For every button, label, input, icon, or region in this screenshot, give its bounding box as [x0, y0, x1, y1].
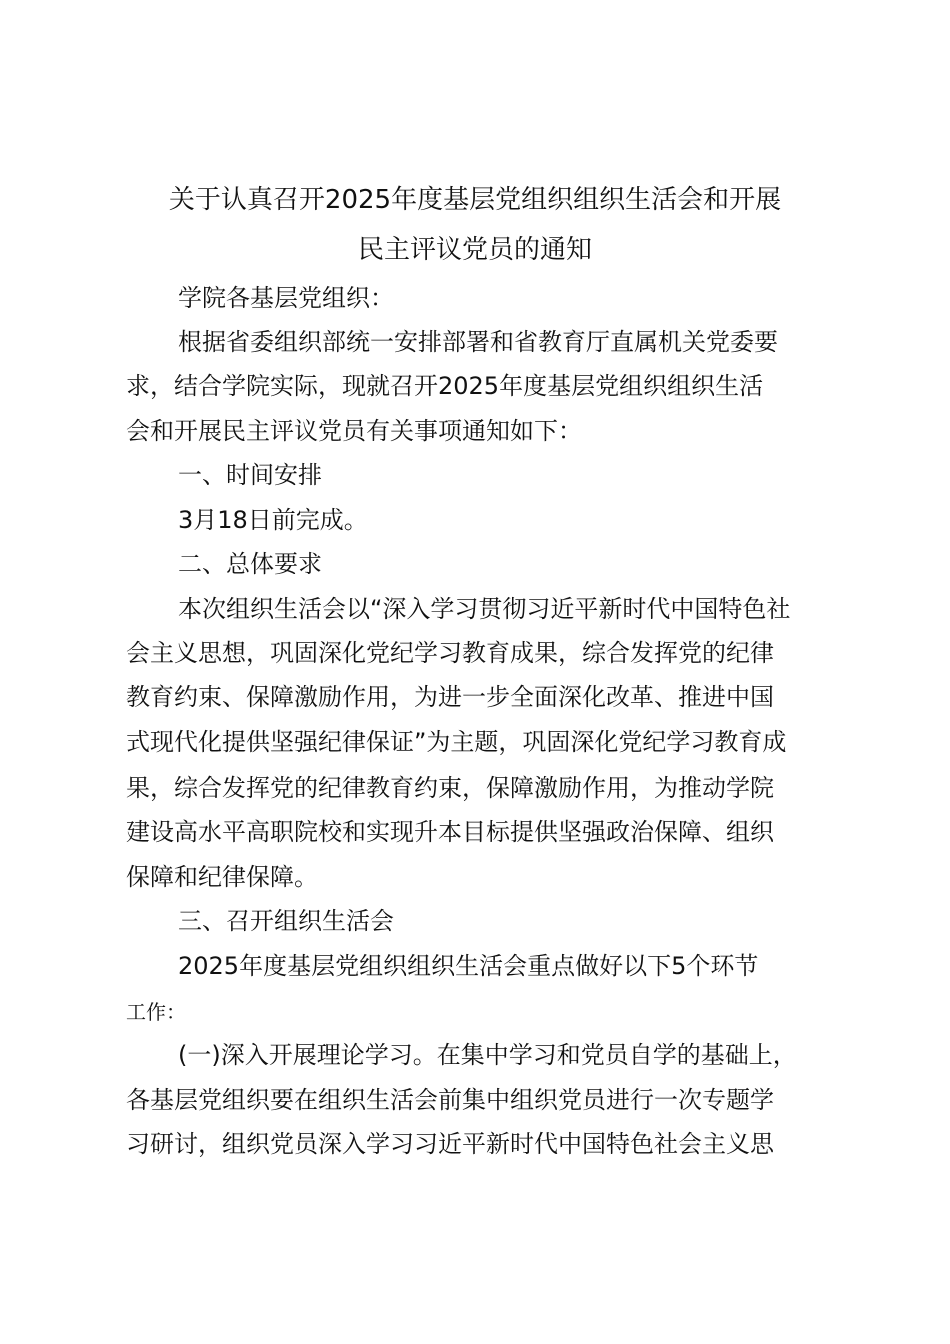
paragraph-line: 教育约束、保障激励作用，为进一步全面深化改革、推进中国	[126, 683, 774, 711]
paragraph-line: 各基层党组织要在组织生活会前集中组织党员进行一次专题学	[126, 1086, 774, 1114]
paragraph-line: 3月18日前完成。	[178, 506, 368, 534]
paragraph-line: 果，综合发挥党的纪律教育约束，保障激励作用，为推动学院	[126, 774, 774, 802]
paragraph-line: 根据省委组织部统一安排部署和省教育厅直属机关党委要	[178, 328, 778, 356]
paragraph-line: 建设高水平高职院校和实现升本目标提供坚强政治保障、组织	[126, 818, 774, 846]
document-title-line-2: 民主评议党员的通知	[357, 235, 592, 265]
section-heading: 三、召开组织生活会	[178, 907, 394, 935]
section-heading: 二、总体要求	[178, 550, 322, 578]
paragraph-line: 本次组织生活会以“深入学习贯彻习近平新时代中国特色社	[178, 595, 791, 623]
paragraph-line: 保障和纪律保障。	[126, 863, 318, 891]
paragraph-line: 式现代化提供坚强纪律保证”为主题，巩固深化党纪学习教育成	[126, 728, 787, 756]
paragraph-line: 求，结合学院实际，现就召开2025年度基层党组织组织生活	[126, 372, 764, 400]
salutation: 学院各基层党组织：	[178, 284, 394, 312]
paragraph-line: 会和开展民主评议党员有关事项通知如下：	[126, 417, 582, 445]
section-heading: 一、时间安排	[178, 461, 322, 489]
paragraph-line: 2025年度基层党组织组织生活会重点做好以下5个环节	[178, 952, 759, 980]
paragraph-line: 工作：	[126, 1000, 186, 1024]
paragraph-line: 习研讨，组织党员深入学习习近平新时代中国特色社会主义思	[126, 1130, 774, 1158]
document-title-line-1: 关于认真召开2025年度基层党组织组织生活会和开展	[168, 185, 782, 215]
paragraph-line: 会主义思想，巩固深化党纪学习教育成果，综合发挥党的纪律	[126, 639, 774, 667]
paragraph-line: (一)深入开展理论学习。在集中学习和党员自学的基础上，	[178, 1041, 797, 1069]
